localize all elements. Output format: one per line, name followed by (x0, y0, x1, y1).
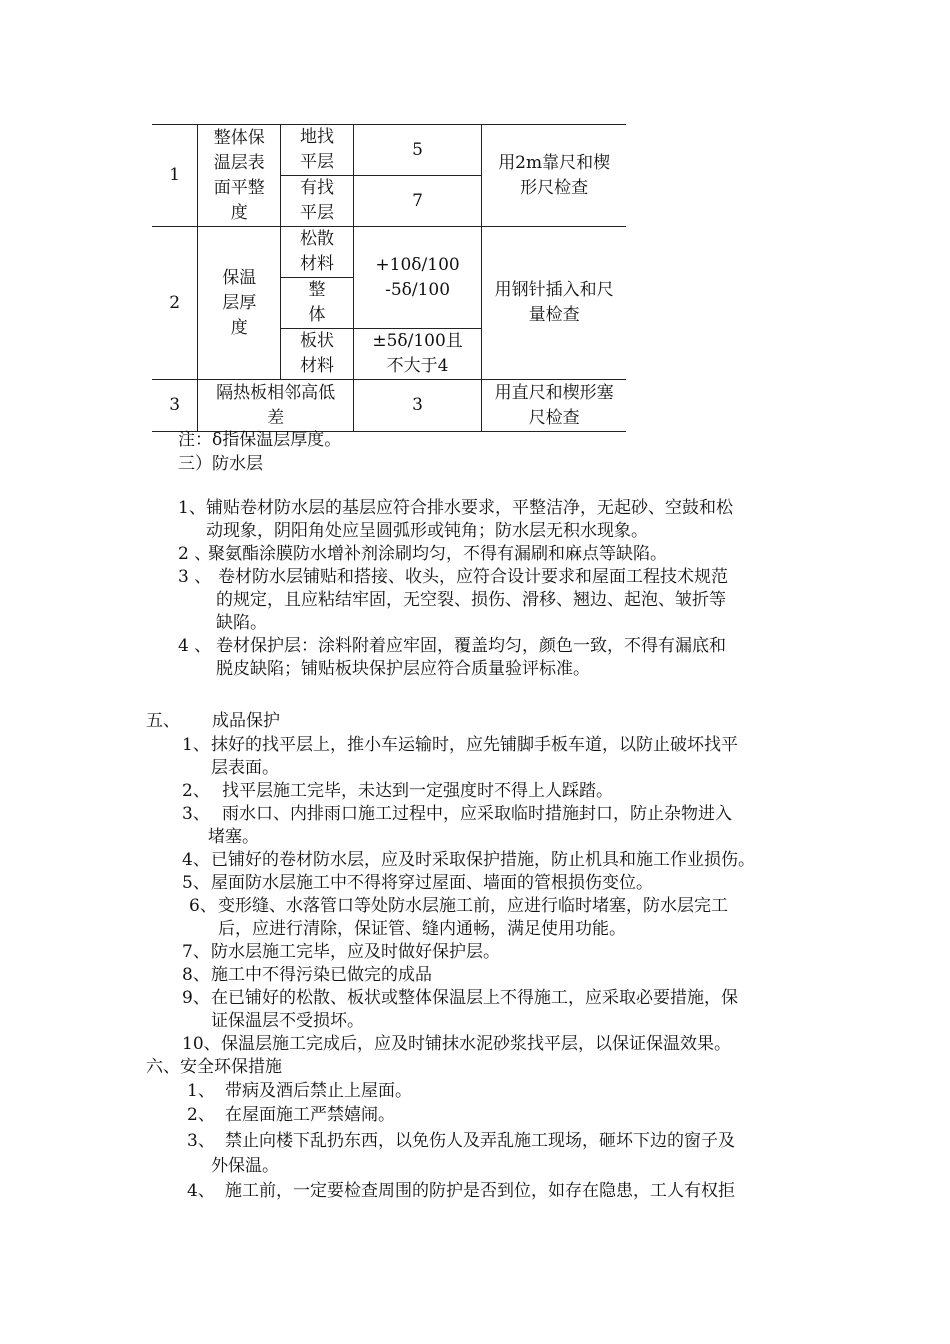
table-note: 注：δ指保温层厚度。 (178, 430, 342, 450)
list-item-text: 在屋面施工严禁嬉闹。 (225, 1105, 395, 1125)
list-item-text: 聚氨酯涂膜防水增补剂涂刷均匀，不得有漏刷和麻点等缺陷。 (208, 544, 667, 564)
list-item-number: 3、 (187, 1131, 215, 1151)
list-item-number: 4 、 (178, 636, 212, 656)
sub-item-cell: 松散材料 (281, 227, 354, 278)
list-item-number: 5、 (182, 873, 210, 893)
list-item-text: 外保温。 (211, 1156, 279, 1176)
list-item-text: 铺贴卷材防水层的基层应符合排水要求，平整洁净，无起砂、空鼓和松 (206, 498, 733, 518)
list-item-text: 已铺好的卷材防水层，应及时采取保护措施，防止机具和施工作业损伤。 (211, 850, 755, 870)
list-item-number: 9、 (182, 988, 210, 1008)
method-cell: 用直尺和楔形塞尺检查 (482, 380, 626, 432)
sub-item-cell: 有找平层 (281, 176, 354, 227)
list-item-number: 2 、 (178, 544, 212, 564)
value-cell: 5 (353, 125, 482, 176)
list-item-text: 找平层施工完毕，未达到一定强度时不得上人踩踏。 (222, 781, 613, 801)
sub-item-cell: 整体 (281, 278, 354, 329)
list-item-text: 雨水口、内排雨口施工过程中，应采取临时措施封口，防止杂物进入 (222, 804, 732, 824)
list-item-text: 屋面防水层施工中不得将穿过屋面、墙面的管根损伤变位。 (211, 873, 653, 893)
row-number: 3 (152, 380, 198, 432)
row-number: 1 (152, 125, 198, 227)
section-heading: 三）防水层 (178, 454, 263, 474)
list-item-number: 1、 (187, 1081, 215, 1101)
list-item-text: 防水层施工完毕，应及时做好保护层。 (211, 942, 500, 962)
list-item-text: 卷材保护层：涂料附着应牢固，覆盖均匀，颜色一致，不得有漏底和 (216, 636, 726, 656)
method-cell: 用2m靠尺和楔形尺检查 (482, 125, 626, 227)
sub-item-cell: 板状材料 (281, 329, 354, 380)
list-item-text: 变形缝、水落管口等处防水层施工前，应进行临时堵塞，防水层完工 (218, 896, 728, 916)
value-cell: 3 (353, 380, 482, 432)
list-item-number: 3 、 (178, 567, 212, 587)
list-item-text: 脱皮缺陷；铺贴板块保护层应符合质量验评标准。 (216, 659, 590, 679)
list-item-number: 4、 (187, 1181, 215, 1201)
list-item-number: 3、 (182, 804, 210, 824)
list-item-text: 的规定，且应粘结牢固，无空裂、损伤、滑移、翘边、起泡、皱折等 (216, 590, 726, 610)
list-item-text: 禁止向楼下乱扔东西，以免伤人及弄乱施工现场，砸坏下边的窗子及 (225, 1131, 735, 1151)
list-item-text: 动现象，阴阳角处应呈圆弧形或钝角；防水层无积水现象。 (206, 521, 648, 541)
item-cell: 整体保温层表面平整度 (198, 125, 281, 227)
list-item-text: 堵塞。 (208, 827, 259, 847)
section-number: 五、 (146, 711, 180, 731)
list-item-text: 证保温层不受损坏。 (211, 1011, 364, 1031)
list-item-number: 1、 (182, 735, 210, 755)
section-heading: 六、安全环保措施 (146, 1057, 282, 1077)
list-item-text: 缺陷。 (216, 613, 267, 633)
list-item-text: 层表面。 (211, 758, 279, 778)
list-item-text: 后，应进行清除，保证管、缝内通畅，满足使用功能。 (218, 919, 626, 939)
list-item-number: 7、 (182, 942, 210, 962)
list-item-number: 1、 (178, 498, 206, 518)
list-item-number: 2、 (187, 1105, 215, 1125)
value-cell: 7 (353, 176, 482, 227)
list-item-number: 4、 (182, 850, 210, 870)
list-item-number: 8、 (182, 965, 210, 985)
value-cell: +10δ/100 -5δ/100 (353, 227, 482, 329)
sub-item-cell: 地找平层 (281, 125, 354, 176)
list-item-text: 保温层施工完成后，应及时铺抹水泥砂浆找平层，以保证保温效果。 (221, 1034, 731, 1054)
list-item-text: 在已铺好的松散、板状或整体保温层上不得施工，应采取必要措施，保 (211, 988, 738, 1008)
list-item-text: 带病及酒后禁止上屋面。 (225, 1081, 412, 1101)
item-cell: 保温层厚度 (198, 227, 281, 380)
list-item-number: 2、 (182, 781, 210, 801)
section-heading: 成品保护 (212, 711, 280, 731)
list-item-number: 6、 (189, 896, 217, 916)
list-item-number: 10、 (182, 1034, 221, 1054)
item-cell: 隔热板相邻高低差 (198, 380, 353, 432)
list-item-text: 卷材防水层铺贴和搭接、收头，应符合设计要求和屋面工程技术规范 (218, 567, 728, 587)
list-item-text: 抹好的找平层上，推小车运输时，应先铺脚手板车道，以防止破坏找平 (211, 735, 738, 755)
inspection-table (152, 124, 626, 432)
list-item-text: 施工中不得污染已做完的成品 (211, 965, 432, 985)
value-cell: ±5δ/100且不大于4 (353, 329, 482, 380)
method-cell: 用钢针插入和尺量检查 (482, 227, 626, 380)
list-item-text: 施工前，一定要检查周围的防护是否到位，如存在隐患，工人有权拒 (225, 1181, 735, 1201)
row-number: 2 (152, 227, 198, 380)
